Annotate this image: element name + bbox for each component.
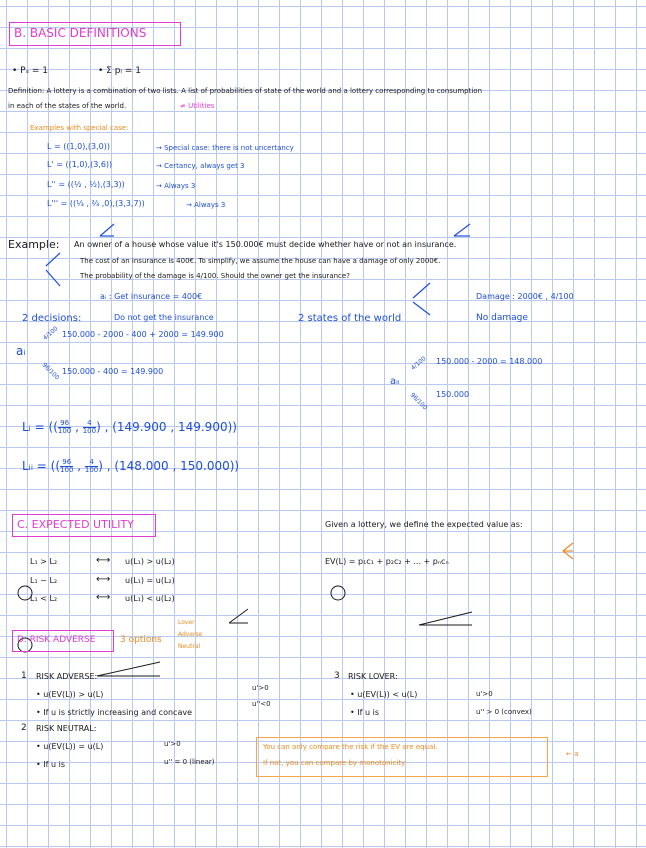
section-d-heading: D. RISK ADVERSE xyxy=(17,635,96,645)
example-l-lottery: L = ((1,0),(3,0)) xyxy=(47,142,110,151)
ev-definition-text: Given a lottery, we define the expected value as: xyxy=(325,520,523,529)
pref-row-2-arrow: ⟷ xyxy=(96,574,111,585)
example-l2-note: → Always 3 xyxy=(156,182,196,190)
tree2-prob-top: 4/100 xyxy=(409,355,428,372)
example-l3-note: → Always 3 xyxy=(186,201,226,209)
option-neutral: Neutral xyxy=(178,643,201,650)
neutral-bullet-2: • If u is xyxy=(36,760,65,769)
pref-row-2-left: L₁ ~ L₂ xyxy=(30,576,58,585)
lover-derivative-2: u'' > 0 (convex) xyxy=(476,708,532,716)
pref-row-1-right: u(L₁) > u(L₂) xyxy=(125,557,175,566)
adverse-bullet-1: • u(EV(L)) > u(L) xyxy=(36,690,104,699)
lover-derivative-1: u'>0 xyxy=(476,690,493,698)
comparison-note-arrow: ← a xyxy=(566,750,579,758)
decision-a: aᵢ : Get insurance = 400€ xyxy=(100,292,203,301)
state-a: Damage : 2000€ , 4/100 xyxy=(476,292,574,301)
example-l1-note: → Certancy, always get 3 xyxy=(156,162,245,170)
pref-row-3-arrow: ⟷ xyxy=(96,592,111,603)
tree1-top-result: 150.000 - 2000 - 400 + 2000 = 149.900 xyxy=(62,330,224,339)
example-l-note: → Special case: there is not uncertancy xyxy=(156,144,294,152)
adverse-derivative-2: u''<0 xyxy=(252,700,271,708)
decision-b: Do not get the insurance xyxy=(114,313,214,322)
neutral-title: RISK NEUTRAL: xyxy=(36,724,97,733)
lover-title: RISK LOVER: xyxy=(348,672,398,681)
lover-bullet-2: • If u is xyxy=(350,708,379,717)
tree1-bottom-result: 150.000 - 400 = 149.900 xyxy=(62,367,164,376)
pref-row-3-left: L₁ < L₂ xyxy=(30,594,58,603)
tree1-symbol: aᵢ xyxy=(16,344,26,358)
example-line-1: An owner of a house whose value it's 150.000€ must decide whether have or not an insurance. xyxy=(74,240,457,249)
li-lottery: Lᵢ = (( $\frac{96}{100}$ , $\frac{4}{100}$ ) , (149.900 , 149.900)) xyxy=(22,419,237,435)
definition-line-2: in each of the states of the world. xyxy=(8,102,127,110)
adverse-title: RISK ADVERSE: xyxy=(36,672,98,681)
tree1-prob-top: 4/100 xyxy=(41,325,60,342)
adverse-number: 1 xyxy=(21,671,27,681)
tree2-bottom-result: 150.000 xyxy=(436,390,470,399)
tree2-prob-bottom: 96/100 xyxy=(408,391,429,412)
lover-bullet-1: • u(EV(L)) < u(L) xyxy=(350,690,418,699)
tree2-symbol: aᵢᵢ xyxy=(390,376,400,387)
bullet-ps: • Pₛ = 1 xyxy=(12,66,48,76)
pref-row-1-arrow: ⟷ xyxy=(96,555,111,566)
neutral-bullet-1: • u(EV(L)) = u(L) xyxy=(36,742,104,751)
decisions-label: 2 decisions: xyxy=(22,313,82,324)
example-line-3: The probability of the damage is 4/100. Should the owner get the insurance? xyxy=(80,272,350,280)
adverse-derivative-1: u'>0 xyxy=(252,684,269,692)
example-label: Example: xyxy=(8,238,60,251)
adverse-bullet-2: • If u is strictly increasing and concave xyxy=(36,708,193,717)
neutral-derivative-1: u'>0 xyxy=(164,740,181,748)
li-frac-4: $\frac{4}{100}$ xyxy=(82,419,97,435)
definition-line-1: Definition: A lottery is a combination of two lists. A list of probabilities of state of the world and a lottery corresponding to consumption xyxy=(8,87,483,95)
neutral-number: 2 xyxy=(21,723,27,733)
lii-frac-96: $\frac{96}{100}$ xyxy=(60,458,74,474)
section-b-heading: B. BASIC DEFINITIONS xyxy=(14,26,147,40)
examples-label: Examples with special case: xyxy=(30,124,129,132)
option-adverse: Adverse xyxy=(178,631,203,638)
example-line-2: The cost of an insurance is 400€. To simplify, we assume the house can have a damage of only 2000€. xyxy=(80,257,441,265)
li-frac-96: $\frac{96}{100}$ xyxy=(57,419,72,435)
comparison-note-line-2: If not, you can compare by monotonicity xyxy=(263,759,406,767)
lover-number: 3 xyxy=(334,671,340,681)
options-label: 3 options xyxy=(120,635,162,645)
pref-row-1-left: L₁ > L₂ xyxy=(30,557,58,566)
section-c-heading: C. EXPECTED UTILITY xyxy=(17,518,134,531)
neutral-derivative-2: u'' = 0 (linear) xyxy=(164,758,215,766)
ev-formula: EV(L) = p₁c₁ + p₂c₂ + ... + pₙcₙ xyxy=(325,557,449,566)
states-label: 2 states of the world xyxy=(298,313,402,324)
option-lover: Lover xyxy=(178,619,195,626)
comparison-note-line-1: You can only compare the risk if the EV are equal. xyxy=(263,743,438,751)
pref-row-3-right: u(L₁) < u(L₂) xyxy=(125,594,175,603)
pref-row-2-right: u(L₁) = u(L₂) xyxy=(125,576,175,585)
state-b: No damage xyxy=(476,313,528,323)
utilities-note: ≠ Utilities xyxy=(180,102,215,110)
example-l1-lottery: L' = ((1,0),(3,6)) xyxy=(47,160,113,169)
lii-lottery: Lᵢᵢ = (( $\frac{96}{100}$ , $\frac{4}{100}$ ) , (148.000 , 150.000)) xyxy=(22,458,240,474)
lii-frac-4: $\frac{4}{100}$ xyxy=(84,458,99,474)
example-l3-lottery: L''' = ((⅓ , ⅔ ,0),(3,3,7)) xyxy=(47,199,145,208)
example-l2-lottery: L'' = ((½ , ½),(3,3)) xyxy=(47,180,125,189)
bullet-sum: • Σ pᵢ = 1 xyxy=(98,66,142,76)
tree1-prob-bottom: 96/100 xyxy=(40,361,61,382)
tree2-top-result: 150.000 - 2000 = 148.000 xyxy=(436,357,543,366)
